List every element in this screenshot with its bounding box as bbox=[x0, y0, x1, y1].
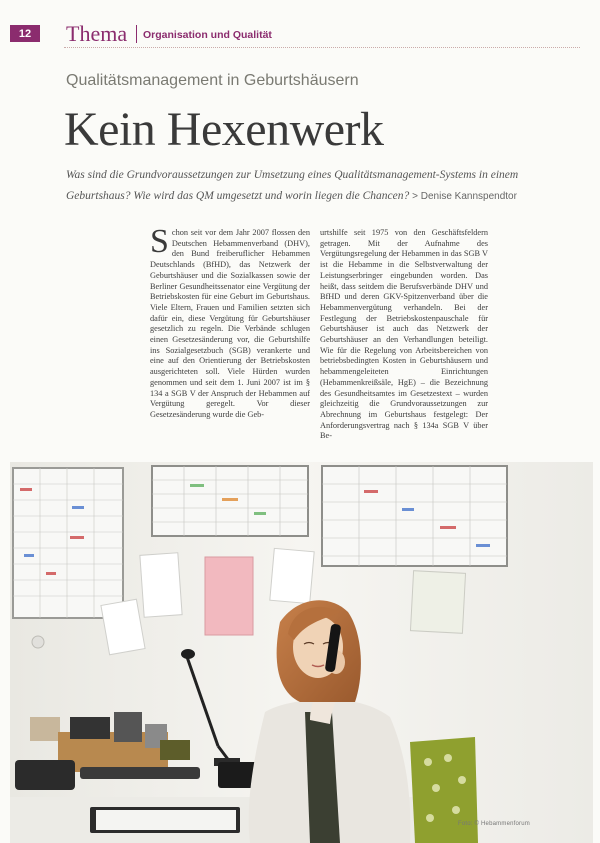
wall-planner-right bbox=[322, 466, 507, 566]
pinned-form bbox=[410, 571, 465, 634]
photo-credit: Foto: © Hebammenforum bbox=[458, 821, 530, 827]
green-chair bbox=[410, 737, 478, 843]
notebook-pages bbox=[96, 810, 236, 830]
body-column-2-text: urtshilfe seit 1975 von den Geschäftsfeldern getragen. Mit der Aufnahme des Vergütungsregelung der Hebammen in das SGB V ist die Hebamme in die Selbstverwaltung der Leistungserbringer eingebunden worden. Das heißt, dass seitdem die Berufsverbände DHV und BfHD und deren GKV-Spitzenverband über die Hebammenvergütung verhandeln. Bei der Festlegung der Betriebskostenpauschale für Geburtshäuser ist auch das Netzwerk der Geburtshäuser an den Verhandlungen beteiligt. Wie für die Regelung von Arbeitsbereichen von betriebsbedingten Kosten in Geburtshäusern und hebammengeleiteten Einrichtungen (Hebammenkreißsäle, HgE) – die Bezeichnung des Gesundheitsamtes im Gesetzestext – wurden gleichzeitig die Grundvoraussetzungen zur Abrechnung im Geburtshaus festgelegt: Der Anforderungsvertrag nach § 134a SGB V über Be- bbox=[320, 228, 488, 441]
drop-cap: S bbox=[150, 228, 169, 260]
wall-planner-left bbox=[13, 468, 123, 618]
section-title: Thema bbox=[66, 21, 128, 46]
pink-pinned-note bbox=[205, 557, 253, 635]
header-rule bbox=[64, 47, 580, 48]
section-subtitle: Organisation und Qualität bbox=[143, 29, 272, 41]
office-scene-illustration bbox=[10, 462, 593, 843]
article-kicker: Qualitätsmanagement in Geburtshäusern bbox=[66, 72, 359, 89]
lead-text: Was sind die Grundvoraussetzungen zur Umsetzung eines Qualitätsmanagement-Systems in einem Geburtshaus? Wie wird das QM umgesetzt und worin liegen die Chancen? bbox=[66, 169, 519, 202]
pinned-note bbox=[140, 553, 182, 617]
section-divider bbox=[136, 25, 137, 43]
article-lead bbox=[66, 165, 571, 207]
body-column-2 bbox=[320, 228, 488, 450]
body-column-1 bbox=[150, 228, 310, 450]
wall-clock bbox=[32, 636, 44, 648]
pinned-paper bbox=[270, 548, 314, 603]
article-photo bbox=[10, 462, 593, 843]
page-number: 12 bbox=[10, 25, 40, 42]
article-headline: Kein Hexenwerk bbox=[64, 103, 384, 156]
body-column-1-text: chon seit vor dem Jahr 2007 flossen den Deutschen Hebammenverband (DHV), den Bund freiberuflicher Hebammen Deutschlands (BfHD), das Netzwerk der Geburtshäuser und die Sozialkassen sowie der Berliner Gesundheitssenator eine Vergütung der Betriebskosten für eine Geburt im Geburtshaus. Viele Eltern, Frauen und Familien setzten sich dafür ein, diese Vergütung für Geburtshäuser gesetzlich zu regeln. Die Verbände schlugen einen Gesetzesänderung vor, die Geburtshilfe ins Sozialgesetzbuch (SGB) verankerte und eine auf den Orientierung der Betriebskosten ausgerichteten soll. Viele Hürden wurden genommen und seit dem 1. Juni 2007 ist im § 134 a SGB V der Anspruch der Hebammen auf Vergütung geregelt. Vor dieser Gesetzesänderung wurde die Geb- bbox=[150, 228, 310, 419]
wall-planner-middle bbox=[152, 466, 308, 536]
author-byline: > Denise Kannspendtor bbox=[412, 191, 517, 202]
